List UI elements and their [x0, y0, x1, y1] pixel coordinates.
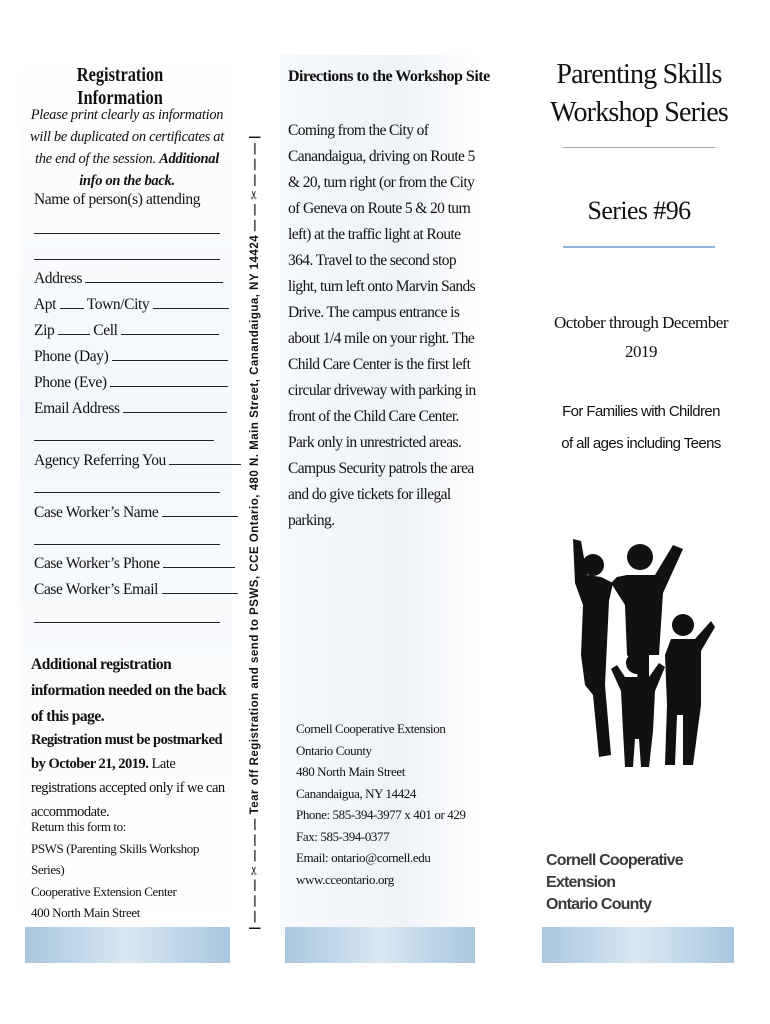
agency-row — [34, 450, 241, 470]
email-label: Email Address — [34, 400, 120, 417]
bottom-band-right — [542, 927, 734, 963]
series-divider — [563, 246, 715, 248]
name-label: Name of person(s) attending — [34, 191, 201, 208]
email-field[interactable] — [123, 398, 227, 413]
registration-note — [25, 104, 229, 192]
zip-label: Zip — [34, 322, 55, 339]
case-worker-email-row — [34, 579, 238, 599]
tear-dashes-right: — — — | — [249, 135, 261, 190]
dates-line: 2019 — [625, 342, 657, 361]
additional-info-notice: Additional registration information needed on the back of this page. — [31, 656, 227, 725]
scissors-icon: ✂ — [249, 865, 261, 876]
case-worker-name-field[interactable] — [162, 502, 238, 517]
contact-line: Ontario County — [296, 742, 372, 758]
postmark-rest: Late registrations accepted only if we can accommodate. — [31, 756, 225, 820]
cell-field[interactable] — [121, 320, 219, 335]
case-worker-name-label: Case Worker’s Name — [34, 504, 159, 521]
postmark-deadline — [31, 728, 231, 824]
return-line: 400 North Main Street — [31, 905, 140, 920]
contact-line: Phone: 585-394-3977 x 401 or 429 — [296, 807, 466, 822]
phone-eve-row — [34, 372, 228, 392]
registration-title: Registration Information — [76, 64, 164, 109]
case-worker-email-label: Case Worker’s Email — [34, 581, 159, 598]
note-bold: Additional info on the back. — [79, 151, 219, 189]
email-line-2[interactable] — [34, 440, 214, 441]
contact-email-link[interactable]: Email: ontario@cornell.edu — [296, 850, 431, 865]
series-number: Series #96 — [587, 196, 691, 225]
tear-off-label — [244, 85, 266, 980]
postmark-bold: Registration must be postmarked by October 21, 2019. — [31, 732, 223, 772]
return-line: Cooperative Extension Center — [31, 883, 177, 899]
directions-text: Coming from the City of Canandaigua, driving on Route 5 & 20, turn right (or from the City of Geneva on Route 5 & 20 turn left) at the traffic light at Route 364. Travel to the second stop light, turn left onto Marvin Sands Drive. The campus entrance is about 1/4 mile on your right. The Child Care Center is the first left circular driveway with parking in front of the Child Care Center. Park only in unrestricted areas. Campus Security patrols the area and do give tickets for illegal parking. — [288, 122, 476, 529]
audience-line: For Families with Children — [562, 403, 720, 420]
address-field[interactable] — [85, 268, 223, 283]
name-line-2[interactable] — [34, 259, 220, 260]
return-line: Return this form to: — [31, 819, 126, 834]
town-city-field[interactable] — [153, 294, 229, 309]
dates-line: October through December — [554, 313, 728, 332]
workshop-dates — [548, 308, 734, 366]
cce-logo — [546, 850, 736, 916]
case-worker-phone-label: Case Worker’s Phone — [34, 555, 160, 572]
address-label: Address — [34, 270, 82, 287]
workshop-title-line: Parenting Skills — [556, 59, 722, 90]
contact-line: Fax: 585-394-0377 — [296, 828, 390, 844]
phone-day-field[interactable] — [112, 346, 228, 361]
zip-field[interactable] — [58, 320, 90, 335]
case-worker-phone-row — [34, 553, 235, 573]
logo-line: Ontario County — [546, 896, 652, 913]
tear-off-text: Tear off Registration and send to PSWS, CCE Ontario, 480 N. Main Street, Canandaigua, NY 14424 — [249, 234, 261, 815]
zip-cell-row — [34, 320, 219, 340]
agency-line-2[interactable] — [34, 492, 220, 493]
case-worker-name-line-2[interactable] — [34, 544, 220, 545]
apt-field[interactable] — [60, 294, 84, 309]
town-city-label: Town/City — [86, 296, 150, 313]
tear-dashes: — — — — [249, 814, 261, 866]
contact-line: Cornell Cooperative Extension — [296, 721, 446, 736]
return-line: PSWS (Parenting Skills Workshop Series) — [31, 840, 199, 877]
audience-line: of all ages including Teens — [561, 435, 721, 452]
title-divider — [563, 147, 715, 148]
phone-day-label: Phone (Day) — [34, 348, 109, 365]
tear-off-strip — [244, 85, 266, 980]
name-line-1[interactable] — [34, 233, 220, 234]
scissors-icon: ✂ — [249, 189, 261, 200]
email-row — [34, 398, 227, 418]
case-worker-email-line-2[interactable] — [34, 622, 220, 623]
address-row — [34, 268, 223, 288]
tear-dashes: — — — [249, 199, 261, 235]
apt-town-row — [34, 294, 229, 314]
case-worker-name-row — [34, 502, 238, 522]
cover-panel — [540, 55, 745, 935]
workshop-title — [550, 56, 728, 132]
contact-line: Canandaigua, NY 14424 — [296, 785, 417, 801]
case-worker-email-field[interactable] — [162, 579, 238, 594]
directions-title: Directions to the Workshop Site — [288, 68, 490, 85]
return-address — [31, 816, 231, 945]
phone-eve-label: Phone (Eve) — [34, 374, 107, 391]
agency-field[interactable] — [169, 450, 241, 465]
contact-website-link[interactable]: www.cceontario.org — [296, 871, 394, 887]
audience-text — [548, 396, 734, 460]
case-worker-phone-field[interactable] — [163, 553, 235, 568]
bottom-band-middle — [285, 927, 475, 963]
bottom-band-left — [25, 927, 230, 963]
family-silhouette-icon — [565, 535, 715, 775]
apt-label: Apt — [34, 296, 57, 313]
phone-day-row — [34, 346, 228, 366]
phone-eve-field[interactable] — [110, 372, 228, 387]
contact-line: 480 North Main Street — [296, 764, 405, 779]
tear-dashes-left: | — — — — [249, 875, 261, 930]
workshop-title-line: Workshop Series — [550, 97, 728, 128]
contact-block — [296, 718, 486, 890]
note-italic: Please print clearly as information will be duplicated on certificates at the end of the session. — [30, 107, 224, 167]
agency-label: Agency Referring You — [34, 452, 166, 469]
logo-line: Cornell Cooperative Extension — [546, 852, 683, 891]
cell-label: Cell — [93, 322, 118, 339]
